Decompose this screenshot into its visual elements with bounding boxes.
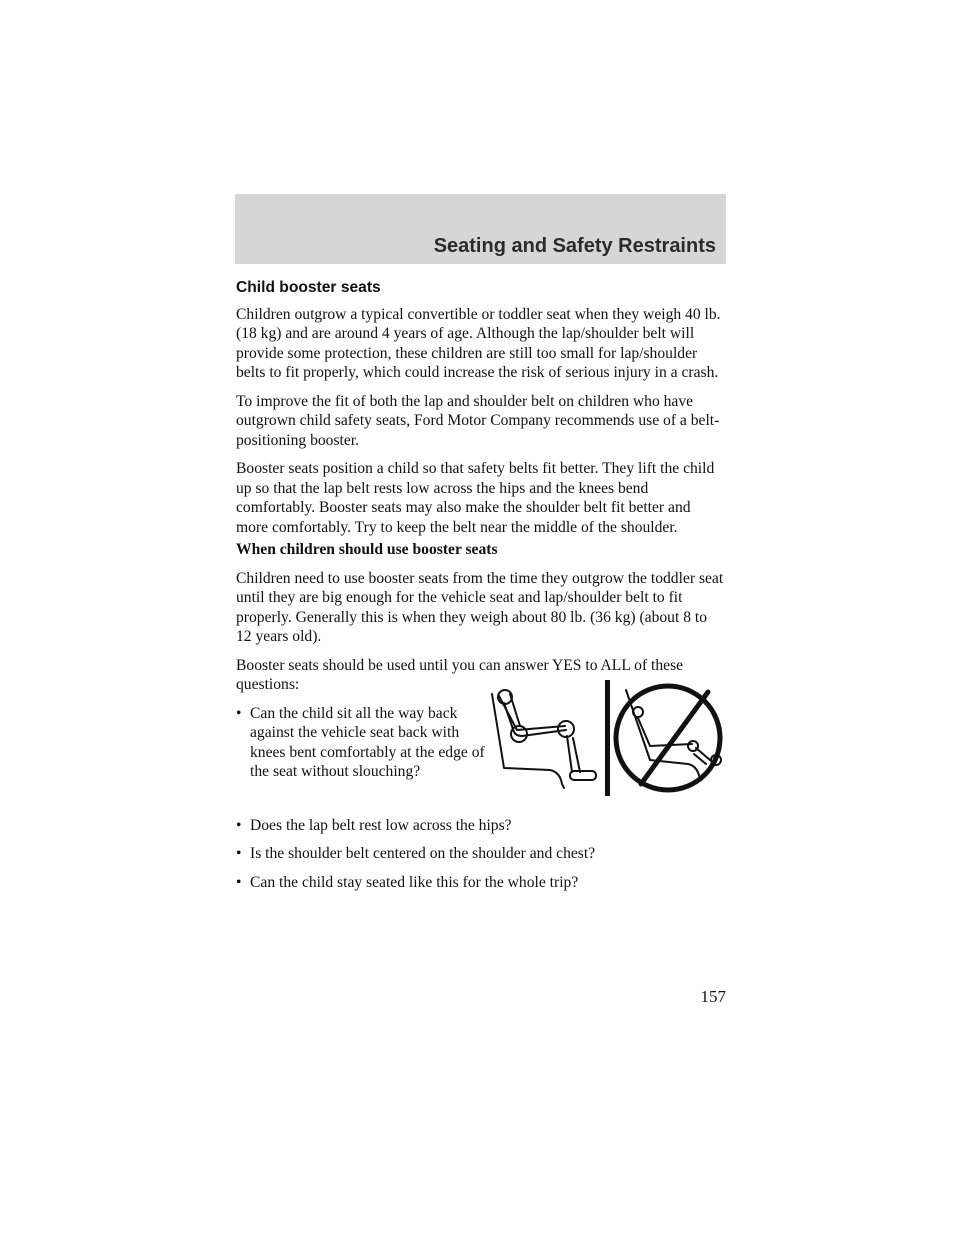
prohibition-circle-icon (616, 686, 720, 790)
bullet-symbol: • (236, 704, 242, 722)
section-title: Seating and Safety Restraints (433, 235, 716, 257)
paragraph-booster-position: Booster seats position a child so that safety belts fit better. They lift the child up so that the lap belt rests low across the hips and the knees bend comfortably. Booster seats may also make the shoulder belt fit better and more comfortably. Try to keep the belt near the middle of the shoulder. (236, 460, 715, 536)
bullet-text: Is the shoulder belt centered on the shoulder and chest? (250, 845, 596, 862)
bullet-text: Can the child stay seated like this for the whole trip? (250, 873, 579, 891)
paragraph-need-booster: Children need to use booster seats from the time they outgrow the toddler seat until they are big enough for the vehicle seat and lap/shoulder belt to fit properly. Generally this is when they weigh about 80 lb. (36 kg) (about 8 to 12 years old). (236, 569, 724, 645)
seat-outline-wrong (626, 690, 700, 780)
seat-belt-correct (499, 694, 565, 730)
seat-posture-svg (490, 676, 724, 798)
bullet-text: Can the child sit all the way back against the vehicle seat back with knees bent comfortably at the edge of the seat without slouching? (250, 704, 485, 780)
bullet-symbol: • (236, 816, 242, 834)
page-number: 157 (700, 987, 726, 1006)
paragraph-improve-fit: To improve the fit of both the lap and shoulder belt on children who have outgrown child safety seats, Ford Motor Company recommends use of a belt-positioning booster. (236, 392, 720, 449)
bullet-item (236, 844, 726, 864)
foot-correct (570, 771, 596, 780)
bullet-text: Does the lap belt rest low across the hips? (250, 816, 512, 834)
bullet-symbol: • (236, 845, 242, 862)
lower-leg-correct (567, 736, 580, 772)
paragraph-outgrow: Children outgrow a typical convertible or toddler seat when they weigh 40 lb. (18 kg) and are around 4 years of age. Although the lap/shoulder belt will provide some protection, these children are still too small for lap/shoulder belts to fit properly, which could increase the risk of serious injury in a crash. (236, 305, 721, 381)
page-content (236, 278, 726, 901)
bullet-item (236, 704, 486, 782)
bullet-symbol: • (236, 873, 242, 891)
heading-when-use-booster: When children should use booster seats (236, 541, 498, 558)
bullet-item (236, 873, 726, 893)
hip-correct (511, 726, 527, 742)
divider-line (605, 680, 610, 796)
heading-child-booster-seats: Child booster seats (236, 279, 381, 296)
paragraph-answer-yes: Booster seats should be used until you can answer YES to ALL of these questions: (236, 656, 684, 693)
bullet-item (236, 816, 726, 836)
torso-correct (504, 703, 566, 736)
seat-posture-diagram-icon (490, 676, 724, 798)
seat-outline-correct (492, 694, 564, 788)
section-header-band (235, 194, 726, 264)
knee-correct (558, 721, 574, 737)
